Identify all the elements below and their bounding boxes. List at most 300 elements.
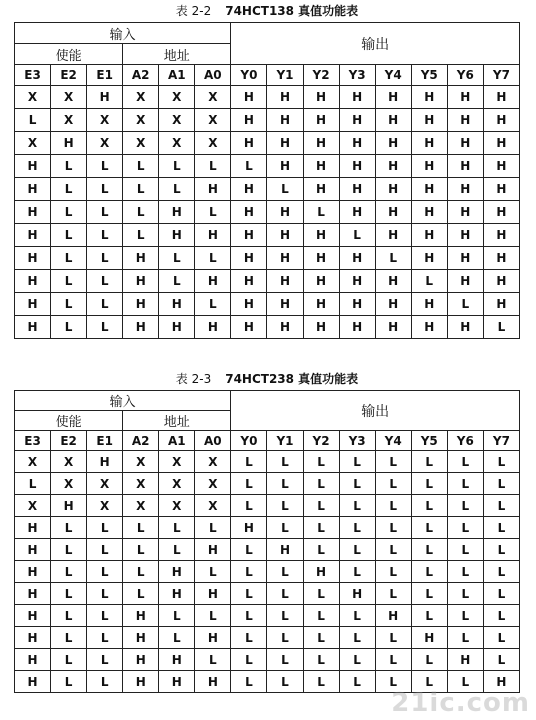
table-cell: L [375,451,411,473]
table-row [15,178,520,201]
table-cell: H [159,224,195,247]
table-cell: L [195,605,231,627]
table-cell: L [483,316,519,339]
table-cell: H [447,316,483,339]
table-cell: L [51,224,87,247]
table-cell: L [339,605,375,627]
table-cell: H [123,649,159,671]
table-cell: H [447,201,483,224]
table-row [15,316,520,339]
column-header: Y4 [375,65,411,86]
table-cell: L [375,473,411,495]
table-cell: L [231,495,267,517]
table-cell: H [303,178,339,201]
table-cell: H [411,316,447,339]
table-cell: H [15,627,51,649]
table-cell: L [159,627,195,649]
table-row [15,539,520,561]
table-cell: L [51,178,87,201]
column-header: E1 [87,65,123,86]
column-header: E3 [15,65,51,86]
table-cell: X [123,495,159,517]
table-cell: H [123,293,159,316]
table-cell: X [87,132,123,155]
table-cell: L [447,517,483,539]
table-cell: L [51,649,87,671]
table-cell: H [15,561,51,583]
table-cell: L [339,495,375,517]
table-cell: H [411,627,447,649]
table-cell: L [375,649,411,671]
table-row [15,561,520,583]
column-header: Y3 [339,65,375,86]
table-cell: H [303,247,339,270]
table-cell: L [483,561,519,583]
table-cell: L [447,495,483,517]
table-cell: X [87,495,123,517]
table-cell: L [51,561,87,583]
truth-table [14,22,520,339]
table-cell: H [483,109,519,132]
table-cell: L [447,627,483,649]
truth-table-74hct138 [14,4,520,339]
table-cell: H [267,293,303,316]
table-cell: H [303,132,339,155]
address-group-header: 地址 [123,411,231,431]
table-cell: L [51,517,87,539]
table-cell: H [15,270,51,293]
table-cell: X [159,495,195,517]
table-cell: X [51,451,87,473]
table-cell: L [87,293,123,316]
table-cell: L [447,561,483,583]
table-cell: L [303,583,339,605]
table-cell: L [123,539,159,561]
table-cell: L [303,495,339,517]
table-cell: L [195,155,231,178]
table-cell: L [15,109,51,132]
table-cell: L [267,495,303,517]
table-cell: X [123,473,159,495]
table-cell: L [51,671,87,693]
table-cell: L [411,473,447,495]
table-cell: L [87,517,123,539]
table-cell: L [447,539,483,561]
table-cell: L [411,671,447,693]
table-cell: L [303,451,339,473]
table-cell: L [87,539,123,561]
table-cell: L [159,247,195,270]
table-cell: L [51,316,87,339]
table-cell: L [375,495,411,517]
table-cell: L [231,473,267,495]
table-cell: L [231,605,267,627]
table-row [15,517,520,539]
column-header: Y6 [447,431,483,451]
table-cell: L [87,201,123,224]
table-cell: H [15,155,51,178]
table-cell: L [159,539,195,561]
table-cell: L [231,451,267,473]
table-cell: L [51,605,87,627]
table-cell: L [123,201,159,224]
caption-number: 表 2-2 [175,4,212,18]
table-cell: H [339,583,375,605]
table-cell: X [15,86,51,109]
table-cell: L [195,561,231,583]
table-cell: H [15,224,51,247]
table-cell: L [231,155,267,178]
table-cell: L [303,473,339,495]
table-cell: H [447,178,483,201]
table-cell: H [483,178,519,201]
table-cell: H [159,561,195,583]
table-cell: L [267,178,303,201]
table-cell: L [483,649,519,671]
table-cell: H [447,649,483,671]
table-cell: H [267,201,303,224]
table-cell: L [267,649,303,671]
table-cell: L [483,539,519,561]
table-cell: H [123,247,159,270]
table-row [15,495,520,517]
table-cell: L [375,517,411,539]
table-cell: H [159,201,195,224]
column-header: Y6 [447,65,483,86]
table-cell: L [123,517,159,539]
table-cell: H [15,649,51,671]
enable-group-header: 使能 [15,44,123,65]
table-cell: H [195,583,231,605]
column-header: A1 [159,65,195,86]
table-cell: H [375,605,411,627]
table-cell: L [411,583,447,605]
table-cell: L [375,561,411,583]
table-cell: H [339,316,375,339]
table-row [15,649,520,671]
table-cell: H [447,224,483,247]
caption-number: 表 2-3 [175,372,212,386]
table-cell: X [159,451,195,473]
table-cell: L [483,583,519,605]
table-cell: L [411,517,447,539]
table-cell: L [195,201,231,224]
table-cell: X [195,495,231,517]
table-cell: L [87,671,123,693]
table-cell: H [195,224,231,247]
table-cell: H [447,109,483,132]
table-cell: L [159,517,195,539]
table-cell: L [303,201,339,224]
table-cell: X [87,109,123,132]
output-group-header: 输出 [231,391,520,431]
table-cell: H [339,247,375,270]
table-cell: H [231,178,267,201]
column-header: Y4 [375,431,411,451]
table-cell: L [411,270,447,293]
table-cell: H [15,539,51,561]
column-header: E2 [51,431,87,451]
table-cell: L [51,155,87,178]
table-cell: X [195,451,231,473]
table-cell: L [303,539,339,561]
table-cell: H [51,132,87,155]
table-row [15,224,520,247]
table-cell: H [231,316,267,339]
table-cell: X [15,132,51,155]
table-cell: X [159,109,195,132]
table-cell: L [339,671,375,693]
table-cell: H [447,132,483,155]
table-cell: X [51,109,87,132]
table-row [15,451,520,473]
table-cell: H [339,293,375,316]
table-cell: H [231,224,267,247]
table-cell: H [303,293,339,316]
table-cell: L [159,178,195,201]
table-cell: X [195,109,231,132]
truth-table-74hct238 [14,372,520,693]
table-cell: H [483,671,519,693]
column-header: Y7 [483,65,519,86]
table-row [15,247,520,270]
table-cell: H [411,293,447,316]
table-row [15,671,520,693]
table-cell: L [483,605,519,627]
table-cell: H [375,132,411,155]
table-cell: L [375,583,411,605]
table-cell: H [303,224,339,247]
table-cell: H [231,293,267,316]
table-cell: H [195,270,231,293]
column-header: Y1 [267,65,303,86]
column-header: E3 [15,431,51,451]
table-cell: H [51,495,87,517]
table-row [15,109,520,132]
table-cell: H [15,605,51,627]
table-cell: L [87,605,123,627]
table-cell: H [267,270,303,293]
table-cell: L [123,178,159,201]
table-cell: L [267,451,303,473]
table-cell: H [267,247,303,270]
table-cell: H [231,270,267,293]
table-cell: H [411,224,447,247]
table-cell: H [483,86,519,109]
table-cell: H [375,178,411,201]
table-cell: H [123,270,159,293]
table-cell: H [15,583,51,605]
table-cell: L [159,270,195,293]
table-cell: H [15,293,51,316]
column-header-row [15,65,520,86]
table-cell: L [231,539,267,561]
table-cell: L [411,495,447,517]
column-header: A0 [195,431,231,451]
table-cell: L [195,247,231,270]
table-cell: L [447,605,483,627]
table-cell: L [51,247,87,270]
table-cell: L [231,671,267,693]
table-cell: L [87,561,123,583]
group-header-row [15,391,520,411]
table-cell: H [159,649,195,671]
table-cell: L [87,316,123,339]
caption-title: 74HCT238 真值功能表 [225,372,359,386]
table-cell: H [411,86,447,109]
table-cell: L [159,605,195,627]
table-cell: H [447,155,483,178]
table-cell: H [231,86,267,109]
table-cell: L [123,155,159,178]
table-cell: L [375,627,411,649]
table-cell: L [15,473,51,495]
table-cell: L [375,671,411,693]
table-row [15,293,520,316]
table-cell: H [123,627,159,649]
table-cell: L [339,224,375,247]
table-cell: L [123,583,159,605]
column-header: A2 [123,431,159,451]
table-cell: H [339,270,375,293]
table-cell: H [303,155,339,178]
table-cell: L [339,649,375,671]
table-cell: H [411,109,447,132]
table-cell: H [483,247,519,270]
table-cell: L [87,583,123,605]
table-cell: L [267,605,303,627]
table-cell: L [231,561,267,583]
column-header: Y5 [411,65,447,86]
table-cell: X [195,132,231,155]
column-header-row [15,431,520,451]
table-cell: X [123,132,159,155]
table-cell: L [447,671,483,693]
table-cell: L [87,627,123,649]
table-cell: H [375,270,411,293]
table-cell: H [267,109,303,132]
table-cell: L [411,605,447,627]
table-cell: L [375,539,411,561]
table-cell: L [87,155,123,178]
column-header: Y3 [339,431,375,451]
table-cell: X [123,109,159,132]
table-row [15,627,520,649]
table-cell: H [267,224,303,247]
table-cell: L [303,605,339,627]
table-cell: H [267,132,303,155]
table-cell: L [411,561,447,583]
table-cell: L [267,561,303,583]
table-cell: H [231,109,267,132]
table-cell: H [411,155,447,178]
table-cell: X [51,86,87,109]
table-cell: L [123,561,159,583]
table-cell: L [483,451,519,473]
table-cell: L [195,293,231,316]
output-group-header: 输出 [231,23,520,65]
table-cell: L [123,224,159,247]
table-row [15,605,520,627]
table-cell: H [447,270,483,293]
table-cell: H [375,86,411,109]
table-cell: L [447,451,483,473]
table-cell: L [303,627,339,649]
watermark: 21ic.com [391,688,530,718]
table-cell: H [411,178,447,201]
column-header: A2 [123,65,159,86]
group-header-row [15,23,520,44]
address-group-header: 地址 [123,44,231,65]
table-cell: L [483,627,519,649]
table-cell: H [303,316,339,339]
table-cell: L [51,627,87,649]
table-cell: L [267,517,303,539]
column-header: A0 [195,65,231,86]
table-cell: H [447,247,483,270]
table-cell: L [231,583,267,605]
table-cell: L [339,517,375,539]
table-cell: X [123,451,159,473]
table-cell: H [267,86,303,109]
table-row [15,270,520,293]
table-cell: L [267,627,303,649]
column-header: Y2 [303,431,339,451]
table-cell: H [195,627,231,649]
table-cell: X [123,86,159,109]
table-cell: H [303,86,339,109]
table-cell: H [195,539,231,561]
table-cell: H [303,561,339,583]
table-cell: L [447,583,483,605]
table-cell: L [483,473,519,495]
table-cell: X [15,451,51,473]
table-cell: H [15,671,51,693]
table-cell: L [483,495,519,517]
table-cell: L [303,671,339,693]
table-cell: H [375,316,411,339]
table-cell: H [483,293,519,316]
table-cell: H [159,316,195,339]
table-cell: H [123,605,159,627]
table-cell: H [195,671,231,693]
table-cell: H [483,132,519,155]
table-cell: X [15,495,51,517]
table-cell: L [303,649,339,671]
table-cell: H [447,86,483,109]
table-cell: L [159,155,195,178]
table-cell: L [339,539,375,561]
table-cell: H [375,224,411,247]
column-header: A1 [159,431,195,451]
column-header: Y0 [231,431,267,451]
table-cell: X [195,473,231,495]
table-cell: H [339,86,375,109]
table-cell: L [87,178,123,201]
table-cell: H [375,155,411,178]
table-cell: X [195,86,231,109]
table-cell: H [411,247,447,270]
table-cell: L [231,627,267,649]
table-row [15,201,520,224]
table-cell: L [87,270,123,293]
table-cell: L [51,293,87,316]
table-cell: H [123,316,159,339]
table-cell: L [267,671,303,693]
table-cell: L [195,517,231,539]
truth-table [14,390,520,693]
caption-title: 74HCT138 真值功能表 [225,4,359,18]
